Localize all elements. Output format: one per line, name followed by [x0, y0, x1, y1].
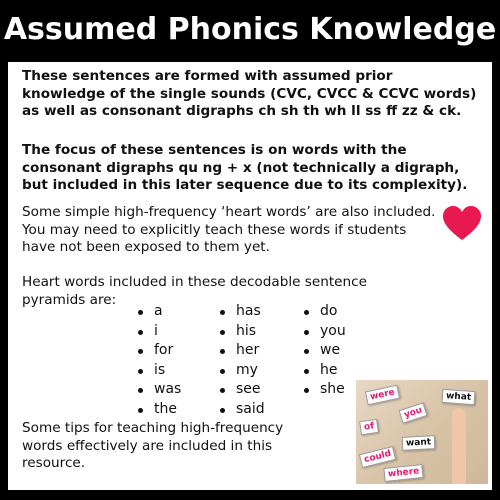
- word-card: want: [402, 435, 436, 451]
- word-card: what: [442, 389, 476, 405]
- list-item: was: [138, 380, 181, 400]
- list-item: is: [138, 361, 181, 381]
- list-item: see: [220, 380, 265, 400]
- word-cards-photo: [356, 380, 488, 484]
- word-card: could: [359, 446, 397, 468]
- content-panel: [8, 62, 492, 490]
- heart-words-column-2: [220, 302, 265, 419]
- heart-icon: [442, 206, 482, 242]
- heart-words-column-3: [304, 302, 346, 400]
- list-item: you: [304, 322, 346, 342]
- list-item: do: [304, 302, 346, 322]
- tips-text: Some tips for teaching high-frequency words effectively are included in this resource.: [22, 420, 284, 471]
- heart-words-list-label: Heart words included in these decodable sentence pyramids are:: [22, 274, 368, 308]
- list-item: for: [138, 341, 181, 361]
- list-item: we: [304, 341, 346, 361]
- word-card: you: [398, 402, 427, 423]
- heart-words-column-1: [138, 302, 181, 419]
- page-title: Assumed Phonics Knowledge: [3, 12, 497, 47]
- list-item: my: [220, 361, 265, 381]
- pointing-finger: [452, 408, 466, 484]
- list-item: the: [138, 400, 181, 420]
- prior-knowledge-text: These sentences are formed with assumed prior knowledge of the single sounds (CVC, CVCC & CCVC words) as well as consonant digraphs ch sh th wh ll ss ff zz & ck.: [22, 68, 477, 119]
- heart-words-intro-text: Some simple high-frequency ‘heart words’ are also included. You may need to explicitly teach these words if students have not been exposed to them yet.: [22, 204, 436, 255]
- list-item: said: [220, 400, 265, 420]
- list-item: i: [138, 322, 181, 342]
- list-item: has: [220, 302, 265, 322]
- list-item: his: [220, 322, 265, 342]
- list-item: her: [220, 341, 265, 361]
- word-card: of: [359, 419, 379, 435]
- list-item: he: [304, 361, 346, 381]
- word-card: where: [383, 464, 424, 482]
- list-item: a: [138, 302, 181, 322]
- word-card: were: [365, 385, 400, 406]
- list-item: she: [304, 380, 346, 400]
- focus-text: The focus of these sentences is on words with the consonant digraphs qu ng + x (not technically a digraph, but included in this later sequence due to its complexity).: [22, 142, 468, 193]
